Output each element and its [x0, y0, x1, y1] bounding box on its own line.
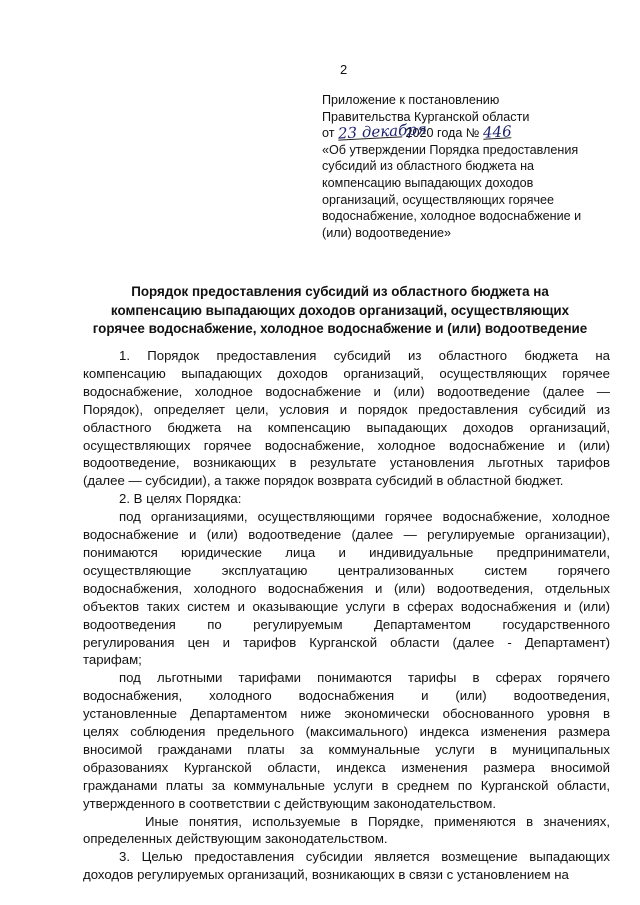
paragraph-line: Порядок), определяет цели, условия и порядок предоставления субсидий из	[83, 401, 610, 417]
paragraph-line: под льготными тарифами понимаются тарифы в сферах горячего	[119, 670, 610, 686]
appendix-line: компенсацию выпадающих доходов	[322, 175, 534, 190]
paragraph-line: понимаются юридические лица и индивидуальные предприниматели,	[83, 544, 610, 560]
paragraph-line: водоснабжения, холодного водоснабжения и (или) водоотведения,	[83, 688, 610, 704]
appendix-line: Приложение к постановлению	[322, 93, 500, 107]
handwritten-date: 23 декабря	[337, 120, 428, 143]
appendix-line: водоснабжение, холодное водоснабжение и	[322, 209, 582, 224]
paragraph-line: образованиях Курганской области, индекса изменения размера вносимой	[83, 759, 610, 775]
paragraph-line: (далее — субсидии), а также порядок возврата субсидий в областной бюджет.	[83, 473, 564, 489]
handwritten-number: 446	[482, 122, 512, 142]
appendix-header	[322, 92, 622, 241]
date-year: 2020 года №	[405, 126, 480, 141]
title-line: Порядок предоставления субсидий из областного бюджета на	[131, 284, 549, 299]
title-line: компенсацию выпадающих доходов организаций, осуществляющих	[110, 302, 570, 318]
paragraph-line: водоотведения по регулируемым Департаментом государственного	[83, 616, 610, 632]
paragraph-line: водоотведение, возникающих в результате установления льготных тарифов	[83, 455, 610, 471]
date-prefix: от	[322, 126, 335, 141]
paragraph-line: тарифам;	[83, 652, 142, 668]
paragraph-2	[83, 490, 610, 508]
paragraph-3	[83, 508, 610, 669]
appendix-line: «Об утверждении Порядка предоставления	[322, 142, 579, 157]
document-title	[60, 283, 620, 339]
paragraph-line: 2. В целях Порядка:	[119, 491, 242, 507]
paragraph-line: объектов таких систем и оказывающие услуги в сферах водоснабжения и (или)	[83, 598, 610, 614]
document-body	[83, 347, 610, 884]
paragraph-line: утвержденного в соответствии с действующим законодательством.	[83, 795, 496, 811]
paragraph-line: 1. Порядок предоставления субсидий из областного бюджета на	[119, 348, 610, 363]
page-number: 2	[340, 62, 348, 77]
appendix-line: субсидий из областного бюджета на	[322, 159, 535, 174]
paragraph-line: гражданами платы за коммунальные услуги в среднем по Курганской области,	[83, 777, 610, 793]
appendix-line: Правительства Курганской области	[322, 109, 530, 124]
paragraph-line: доходов регулируемых организаций, возникающих в связи с установлением на	[83, 867, 569, 883]
paragraph-line: определенных действующим законодательством.	[83, 831, 388, 847]
appendix-date-line	[322, 120, 622, 143]
paragraph-5	[83, 813, 610, 849]
paragraph-line: водоснабжения, холодного водоснабжения и (или) водоотведения, отдельных	[83, 580, 610, 596]
paragraph-line: вносимой гражданами платы за коммунальные услуги в муниципальных	[83, 741, 610, 757]
paragraph-1	[83, 347, 610, 490]
paragraph-line: 3. Целью предоставления субсидии является возмещение выпадающих	[119, 849, 610, 865]
paragraph-line: водоснабжение, холодное водоснабжение и (или) водоотведение (далее —	[83, 383, 610, 399]
paragraph-4	[83, 669, 610, 812]
appendix-line: (или) водоотведение»	[322, 225, 452, 240]
paragraph-6	[83, 848, 610, 884]
paragraph-line: установленные Департаментом ниже экономически обоснованного уровня в	[83, 706, 610, 722]
paragraph-line: областного бюджета на компенсацию выпадающих доходов организаций,	[83, 419, 610, 435]
paragraph-line: осуществляющих горячее водоснабжение, холодное водоснабжение и (или)	[83, 437, 610, 453]
paragraph-line: под организациями, осуществляющими горячее водоснабжение, холодное	[119, 509, 610, 525]
appendix-line: организаций, осуществляющих горячее	[322, 192, 555, 207]
title-line: горячее водоснабжение, холодное водоснабжение и (или) водоотведение	[92, 321, 588, 337]
paragraph-line: целях соблюдения предельного (максимального) индекса изменения размера	[83, 724, 610, 740]
paragraph-line: Иные понятия, используемые в Порядке, применяются в значениях,	[145, 813, 610, 829]
paragraph-line: компенсацию выпадающих доходов организаций, осуществляющих горячее	[83, 365, 610, 381]
paragraph-line: регулирования цен и тарифов Курганской области (далее - Департамент)	[83, 634, 610, 650]
paragraph-line: осуществляющие эксплуатацию централизованных систем горячего	[83, 562, 610, 578]
paragraph-line: водоснабжение и (или) водоотведение (далее — регулируемые организации),	[83, 527, 610, 543]
